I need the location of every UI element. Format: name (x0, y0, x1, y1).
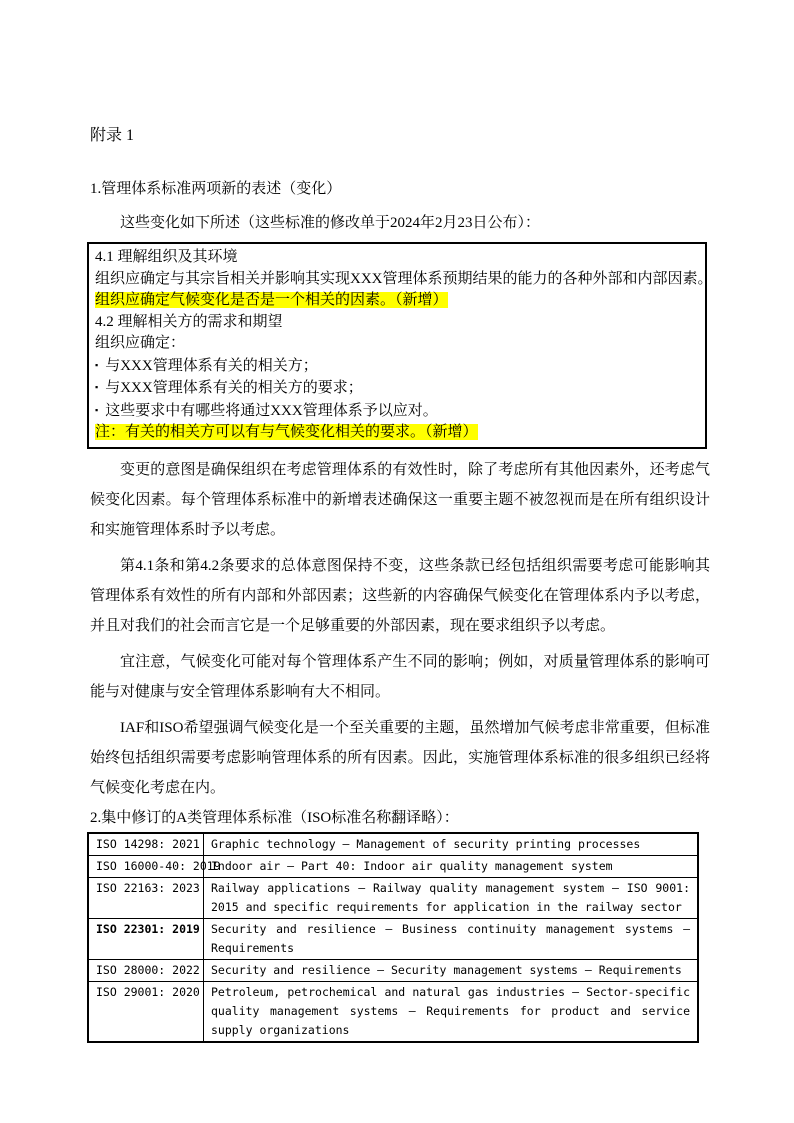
body-paragraph-1: 变更的意图是确保组织在考虑管理体系的有效性时，除了考虑所有其他因素外，还考虑气候变化因素。每个管理体系标准中的新增表述确保这一重要主题不被忽视而是在所有组织设计和实施管理体系时予以考虑。 (90, 461, 710, 538)
bullet-item (95, 400, 699, 423)
table-row (88, 981, 698, 1042)
standard-id-cell: ISO 22163: 2023 (88, 877, 204, 918)
standard-id-cell: ISO 29001: 2020 (88, 981, 204, 1042)
bullet-text: 与XXX管理体系有关的相关方的要求； (105, 380, 363, 396)
clause-4-2-lead: 组织应确定： (95, 335, 186, 351)
highlight-text: 注：有关的相关方可以有与气候变化相关的要求。（新增） (95, 424, 478, 440)
table-row (88, 877, 698, 918)
table-row (88, 959, 698, 981)
bullet-text: 与XXX管理体系有关的相关方； (105, 357, 318, 374)
body-paragraph-4: IAF和ISO希望强调气候变化是一个至关重要的主题，虽然增加气候考虑非常重要，但标准始终包括组织需要考虑影响管理体系的所有因素。因此，实施管理体系标准的很多组织已经将气候变化考虑在内。 (90, 719, 710, 796)
standard-title-cell: Indoor air — Part 40: Indoor air quality management system (204, 855, 699, 877)
section1-heading: 1.管理体系标准两项新的表述（变化） (90, 181, 342, 197)
standard-title-cell: Petroleum, petrochemical and natural gas industries — Sector-specific quality management systems — Requirements for product and service supply organizations (204, 981, 699, 1042)
body-paragraph-3: 宜注意，气候变化可能对每个管理体系产生不同的影响；例如，对质量管理体系的影响可能与对健康与安全管理体系影响有大不相同。 (90, 653, 710, 700)
standard-id-cell: ISO 22301: 2019 (88, 918, 204, 959)
clause-4-1-title: 4.1 理解组织及其环境 (95, 249, 238, 265)
document-content (90, 126, 713, 1043)
section2-heading: 2.集中修订的A类管理体系标准（ISO标准名称翻译略）： (90, 809, 459, 826)
table-row (88, 855, 698, 877)
standard-title-cell: Security and resilience — Business continuity management systems — Requirements (204, 918, 699, 959)
highlight-text: 组织应确定气候变化是否是一个相关的因素。（新增） (95, 292, 448, 308)
standard-title-cell: Security and resilience — Security management systems — Requirements (204, 959, 699, 981)
standard-id-cell: ISO 28000: 2022 (88, 959, 204, 981)
bullet-text: 这些要求中有哪些将通过XXX管理体系予以应对。 (105, 402, 438, 419)
appendix-heading: 附录 1 (90, 127, 135, 144)
bullet-icon: ▪ (95, 404, 99, 415)
clause-4-1-new-highlight (95, 290, 699, 312)
bullet-icon: ▪ (95, 359, 99, 370)
standard-id-cell: ISO 14298: 2021 (88, 833, 204, 856)
body-paragraph-2: 第4.1条和第4.2条要求的总体意图保持不变，这些条款已经包括组织需要考虑可能影响其管理体系有效性的所有内部和外部因素；这些新的内容确保气候变化在管理体系内予以考虑，并且对我们的社会而言它是一个足够重要的外部因素，现在要求组织予以考虑。 (90, 557, 710, 634)
bullet-item (95, 377, 699, 400)
standard-title-cell: Railway applications — Railway quality management system — ISO 9001: 2015 and specific requirements for application in the railway sector (204, 877, 699, 918)
clause-4-2-note-highlight (95, 422, 699, 444)
revised-standards-table (87, 832, 699, 1043)
bullet-icon: ▪ (95, 382, 99, 392)
standard-title-cell: Graphic technology — Management of security printing processes (204, 833, 699, 856)
standard-id-cell: ISO 16000-40: 2019 (88, 855, 204, 877)
clause-4-1-text: 组织应确定与其宗旨相关并影响其实现XXX管理体系预期结果的能力的各种外部和内部因素。 (95, 270, 713, 287)
standard-excerpt-box (87, 242, 713, 449)
clause-4-2-title: 4.2 理解相关方的需求和期望 (95, 313, 283, 330)
intro-paragraph: 这些变化如下所述（这些标准的修改单于2024年2月23日公布）： (120, 215, 541, 231)
table-row (88, 918, 698, 959)
bullet-item (95, 355, 699, 378)
table-row (88, 833, 698, 856)
